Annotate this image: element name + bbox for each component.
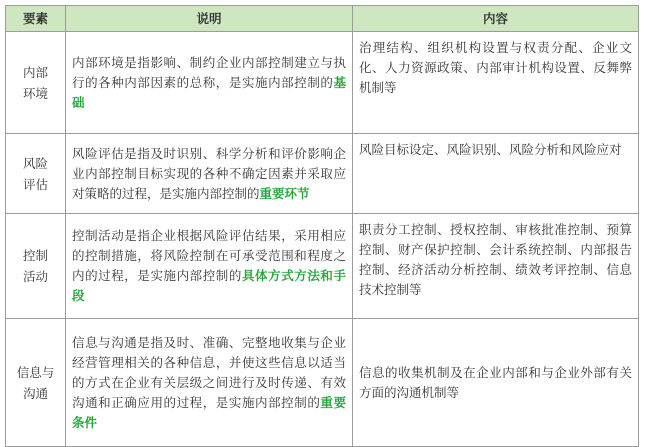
row-element-cell [6,214,66,319]
internal-control-table-wrapper [5,5,638,447]
description-highlight: 重要条件 [72,394,346,430]
description-highlight: 具体方式方法和手段 [72,268,346,303]
row-element-cell [6,32,66,134]
element-label-line: 评估 [22,176,48,192]
description-highlight: 基础 [72,74,346,110]
table-row [6,32,639,134]
description-text: 内部环境是指影响、制约企业内部控制建立与执行的各种内部因素的总称，是实施内部控制的 [72,54,346,90]
table-row [6,214,639,319]
table-row [6,319,639,447]
element-label-line: 内部 [22,64,48,80]
row-content-cell: 职责分工控制、授权控制、审核批准控制、预算控制、财产保护控制、会计系统控制、内部报告控制、经济活动分析控制、绩效考评控制、信息技术控制等 [353,214,639,319]
element-label-line: 控制 [22,248,48,263]
row-element-cell [6,134,66,214]
header-description: 说明 [66,6,353,32]
description-text: 控制活动是指企业根据风险评估结果，采用相应的控制措施，将风险控制在可承受范围和程度之内的过程，是实施内部控制的 [72,228,346,283]
description-highlight: 重要环节 [259,185,310,201]
description-text: 信息与沟通是指及时、准确、完整地收集与企业经营管理相关的各种信息，并使这些信息以适当的方式在企业有关层级之间进行及时传递、有效沟通和正确应用的过程，是实施内部控制的 [72,334,346,410]
row-content-cell: 信息的收集机制及在企业内部和与企业外部有关方面的沟通机制等 [353,319,639,447]
internal-control-table [5,5,639,447]
element-label-line: 活动 [22,269,48,284]
row-content-cell: 风险目标设定、风险识别、风险分析和风险应对 [353,134,639,214]
element-label-line: 风险 [22,155,48,171]
row-description-cell [66,32,353,134]
element-label-line: 信息与 [16,364,55,380]
header-content: 内容 [353,6,639,32]
table-header-row [6,6,639,32]
row-element-cell [6,319,66,447]
description-text: 风险评估是指及时识别、科学分析和评价影响企业内部控制目标实现的各种不确定因素并采取应对策略的过程，是实施内部控制的 [72,145,346,201]
header-element: 要素 [6,6,66,32]
row-description-cell [66,134,353,214]
row-description-cell [66,319,353,447]
element-label-line: 沟通 [22,385,48,401]
table-row [6,134,639,214]
row-content-cell: 治理结构、组织机构设置与权责分配、企业文化、人力资源政策、内部审计机构设置、反舞弊机制等 [353,32,639,134]
element-label-line: 环境 [22,85,48,101]
row-description-cell [66,214,353,319]
